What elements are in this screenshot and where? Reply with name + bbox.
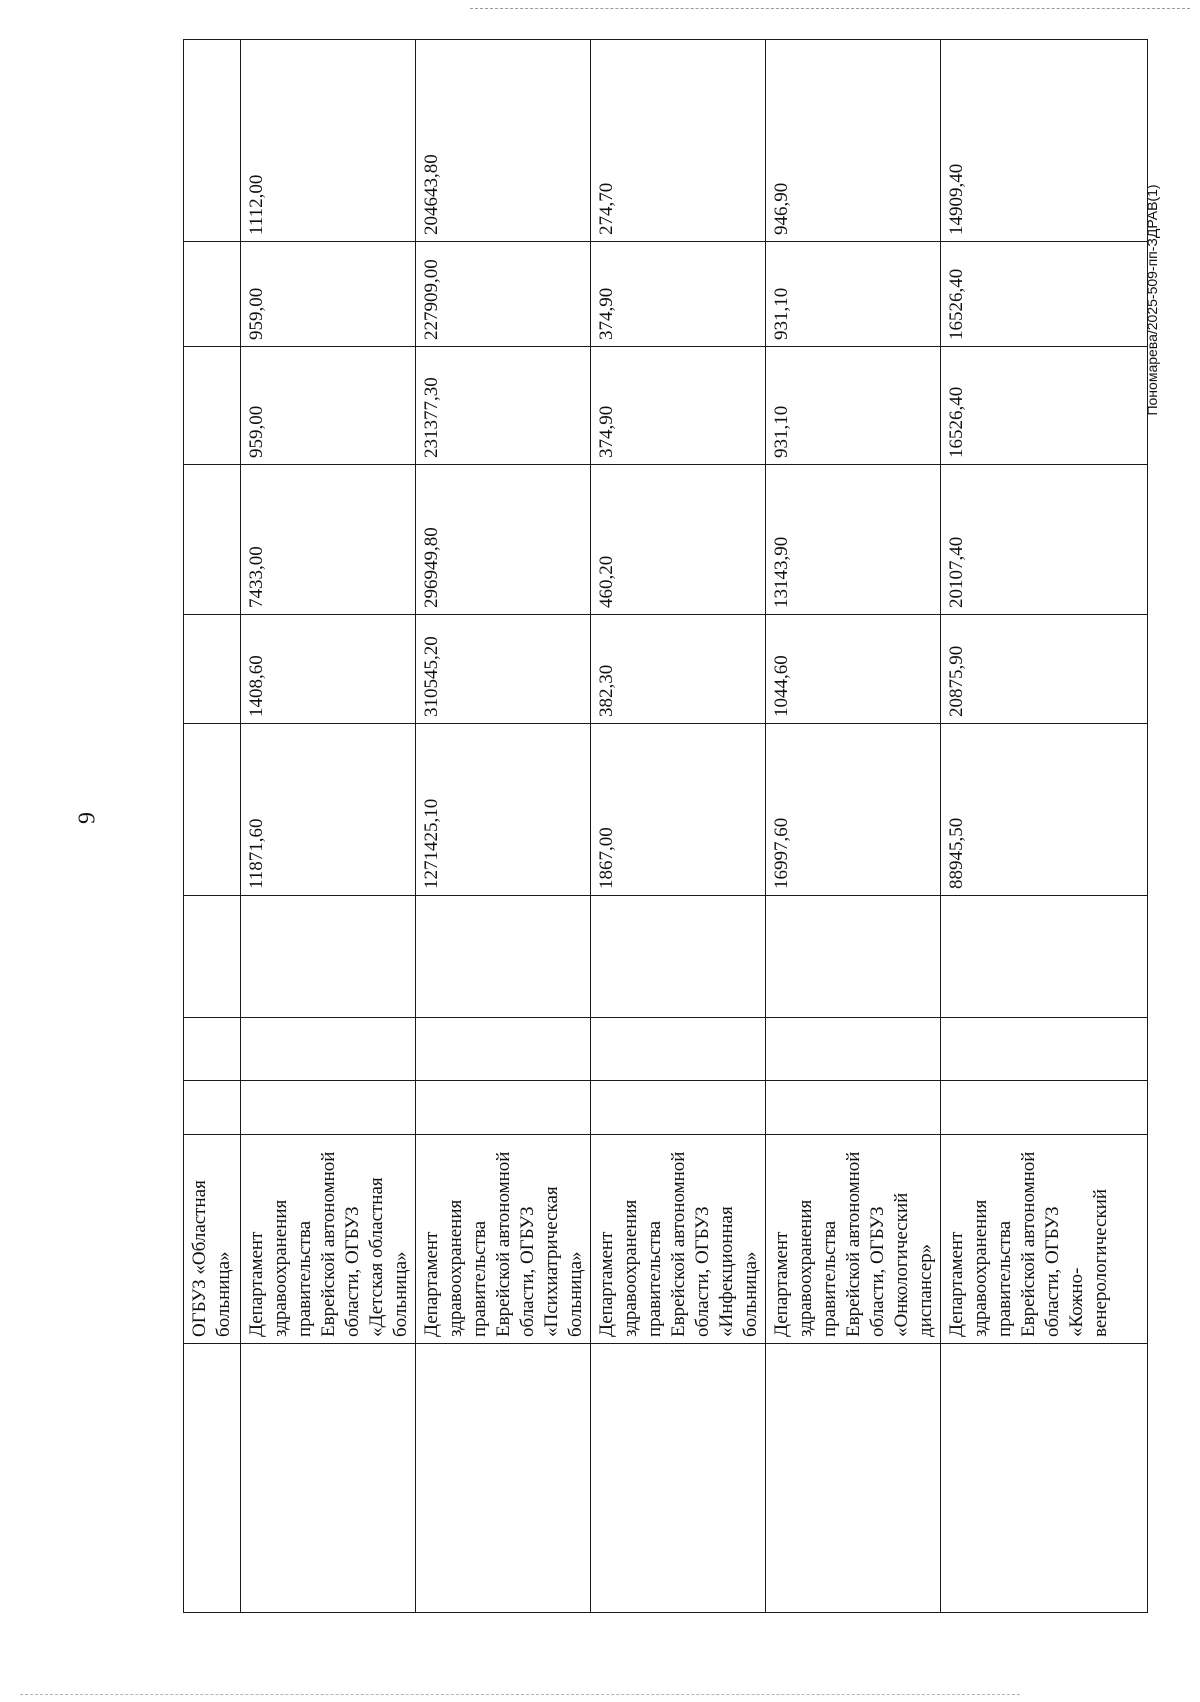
value-cell: 204643,80 — [416, 40, 591, 242]
value-cell — [941, 896, 1148, 1018]
scan-edge-top — [470, 8, 1190, 9]
value-cell: 1867,00 — [591, 724, 766, 896]
table-row — [184, 40, 241, 1613]
value-cell — [416, 896, 591, 1018]
value-cell — [184, 465, 241, 615]
value-cell: 931,10 — [766, 347, 941, 465]
table-body — [184, 40, 1148, 1613]
rotated-table-wrapper — [183, 40, 1111, 1613]
value-cell: 20107,40 — [941, 465, 1148, 615]
value-cell: 11871,60 — [241, 724, 416, 896]
value-cell: 946,90 — [766, 40, 941, 242]
scan-edge-bottom — [20, 1694, 1020, 1695]
value-cell — [184, 242, 241, 347]
value-cell — [591, 1018, 766, 1081]
organization-name-cell: Департамент здравоохранения правительства Еврейской автономной области, ОГБУЗ «Инфекционная больница» — [591, 1135, 766, 1344]
row-leading-cell — [591, 1344, 766, 1613]
organization-name-cell: Департамент здравоохранения правительства Еврейской автономной области, ОГБУЗ «Психиатрическая больница» — [416, 1135, 591, 1344]
value-cell — [766, 1018, 941, 1081]
value-cell: 374,90 — [591, 242, 766, 347]
value-cell — [941, 1081, 1148, 1135]
value-cell: 20875,90 — [941, 615, 1148, 724]
organization-name-cell: ОГБУЗ «Областная больница» — [184, 1135, 241, 1344]
page-number: 9 — [74, 812, 101, 824]
value-cell: 13143,90 — [766, 465, 941, 615]
value-cell: 274,70 — [591, 40, 766, 242]
row-leading-cell — [941, 1344, 1148, 1613]
row-leading-cell — [184, 1344, 241, 1613]
value-cell: 931,10 — [766, 242, 941, 347]
row-leading-cell — [241, 1344, 416, 1613]
value-cell: 227909,00 — [416, 242, 591, 347]
value-cell — [241, 1018, 416, 1081]
value-cell — [941, 1018, 1148, 1081]
value-cell: 1408,60 — [241, 615, 416, 724]
value-cell: 16526,40 — [941, 347, 1148, 465]
value-cell: 374,90 — [591, 347, 766, 465]
footer-document-code: Пономарева/2025-509-пп-ЗДРАВ(1) — [1144, 184, 1160, 416]
value-cell — [184, 1081, 241, 1135]
value-cell: 16997,60 — [766, 724, 941, 896]
value-cell — [184, 615, 241, 724]
value-cell: 1112,00 — [241, 40, 416, 242]
value-cell: 382,30 — [591, 615, 766, 724]
value-cell — [591, 896, 766, 1018]
value-cell: 460,20 — [591, 465, 766, 615]
value-cell — [184, 40, 241, 242]
value-cell: 14909,40 — [941, 40, 1148, 242]
value-cell: 310545,20 — [416, 615, 591, 724]
value-cell — [241, 896, 416, 1018]
table-row — [591, 40, 766, 1613]
organization-name-cell: Департамент здравоохранения правительства Еврейской автономной области, ОГБУЗ «Детская областная больница» — [241, 1135, 416, 1344]
value-cell — [184, 1018, 241, 1081]
value-cell — [416, 1018, 591, 1081]
value-cell: 16526,40 — [941, 242, 1148, 347]
value-cell: 1271425,10 — [416, 724, 591, 896]
value-cell: 959,00 — [241, 347, 416, 465]
value-cell: 296949,80 — [416, 465, 591, 615]
table-row — [241, 40, 416, 1613]
value-cell — [766, 1081, 941, 1135]
value-cell — [184, 724, 241, 896]
organization-name-cell: Департамент здравоохранения правительства Еврейской автономной области, ОГБУЗ «Онкологический диспансер» — [766, 1135, 941, 1344]
value-cell — [184, 896, 241, 1018]
value-cell — [416, 1081, 591, 1135]
value-cell: 1044,60 — [766, 615, 941, 724]
value-cell — [241, 1081, 416, 1135]
value-cell — [766, 896, 941, 1018]
value-cell — [184, 347, 241, 465]
value-cell: 7433,00 — [241, 465, 416, 615]
value-cell: 959,00 — [241, 242, 416, 347]
budget-table — [183, 39, 1148, 1613]
value-cell — [591, 1081, 766, 1135]
table-row — [766, 40, 941, 1613]
organization-name-cell: Департамент здравоохранения правительства Еврейской автономной области, ОГБУЗ «Кожно-венерологический — [941, 1135, 1148, 1344]
row-leading-cell — [766, 1344, 941, 1613]
value-cell: 88945,50 — [941, 724, 1148, 896]
row-leading-cell — [416, 1344, 591, 1613]
value-cell: 231377,30 — [416, 347, 591, 465]
table-row — [941, 40, 1148, 1613]
table-row — [416, 40, 591, 1613]
